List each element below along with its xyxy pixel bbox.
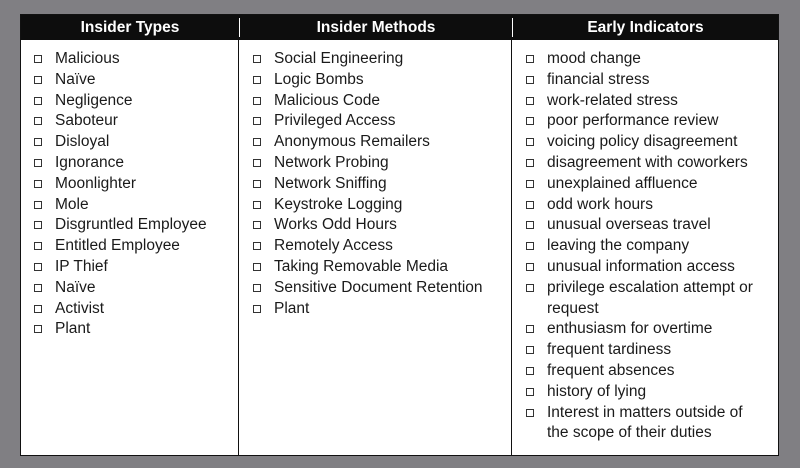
checkbox-icon [253,201,261,209]
list-item-label: frequent absences [547,361,675,379]
list-item [253,174,508,195]
list-item-label: Plant [274,299,310,317]
list-item [34,111,234,132]
checkbox-icon [526,76,534,84]
list-item [34,91,234,112]
list-item-label: history of lying [547,382,647,400]
list-item [34,70,234,91]
checkbox-icon [526,409,534,417]
list-item-label: Social Engineering [274,50,404,67]
list-item [34,195,234,216]
list-item-label: Anonymous Remailers [274,133,430,151]
checkbox-icon [526,346,534,354]
checkbox-icon [526,242,534,250]
list-item-label: Taking Removable Media [274,257,449,275]
list-item [526,195,764,216]
list-item-label: Activist [55,299,105,317]
column-divider [238,40,239,455]
list-item [34,132,234,153]
list-item [526,257,764,278]
list-item-label: Logic Bombs [274,70,364,88]
checkbox-icon [526,325,534,333]
checkbox-icon [526,263,534,271]
list-item-label: Naïve [55,70,96,88]
list-item-label: Interest in matters outside of the scope of their duties [547,403,743,442]
checkbox-icon [253,180,261,188]
list-item [526,174,764,195]
early-indicators-list [526,49,764,444]
list-item-label: voicing policy disagreement [547,133,738,151]
list-item-label: leaving the company [547,237,690,255]
insider-methods-list [253,49,508,319]
checkbox-icon [34,180,42,188]
list-item-label: Keystroke Logging [274,195,403,213]
checkbox-icon [526,138,534,146]
checkbox-icon [526,55,534,63]
list-item-label: Moonlighter [55,174,136,192]
checkbox-icon [34,325,42,333]
checkbox-icon [34,159,42,167]
list-item-label: unusual information access [547,257,735,275]
list-item-label: unexplained affluence [547,174,698,192]
list-item-label: Ignorance [55,153,124,171]
checkbox-icon [526,284,534,292]
list-item [253,91,508,112]
checkbox-icon [253,55,261,63]
list-item-label: Mole [55,195,89,213]
checkbox-icon [253,117,261,125]
list-item [526,132,764,153]
insider-threat-table [20,14,779,456]
checkbox-icon [34,242,42,250]
list-item [34,215,234,236]
list-item-label: Disloyal [55,133,110,151]
column-divider [511,40,512,455]
list-item-label: Saboteur [55,112,118,130]
list-item-label: Negligence [55,91,133,109]
checkbox-icon [34,201,42,209]
list-item-label: Entitled Employee [55,237,180,255]
list-item-label: poor performance review [547,112,719,130]
list-item [253,215,508,236]
checkbox-icon [253,263,261,271]
list-item [34,236,234,257]
list-item [34,278,234,299]
checkbox-icon [34,117,42,125]
list-item-label: Malicious [55,50,120,67]
insider-types-column [34,49,234,340]
list-item [526,361,764,382]
list-item [34,257,234,278]
list-item-label: Works Odd Hours [274,216,397,234]
list-item-label: privilege escalation attempt or request [547,278,753,317]
list-item-label: mood change [547,50,641,67]
list-item [526,111,764,132]
list-item [253,111,508,132]
checkbox-icon [34,76,42,84]
checkbox-icon [34,97,42,105]
heading-early-indicators: Early Indicators [587,19,704,36]
checkbox-icon [253,242,261,250]
list-item [526,278,764,320]
table-header [21,15,778,40]
list-item-label: Privileged Access [274,112,396,130]
checkbox-icon [253,138,261,146]
list-item [253,278,508,299]
list-item-label: Sensitive Document Retention [274,278,483,296]
list-item-label: enthusiasm for overtime [547,320,713,338]
list-item-label: Remotely Access [274,237,393,255]
list-item [526,70,764,91]
checkbox-icon [253,76,261,84]
checkbox-icon [34,284,42,292]
list-item-label: Plant [55,320,91,338]
list-item [34,153,234,174]
list-item-label: frequent tardiness [547,341,672,359]
list-item [253,70,508,91]
list-item-label: Network Probing [274,153,389,171]
list-item [34,319,234,340]
checkbox-icon [34,305,42,313]
list-item [526,91,764,112]
checkbox-icon [34,138,42,146]
list-item [34,49,234,70]
list-item-label: IP Thief [55,257,108,275]
list-item [526,215,764,236]
list-item-label: work-related stress [547,91,678,109]
list-item [253,236,508,257]
checkbox-icon [526,180,534,188]
checkbox-icon [253,284,261,292]
heading-insider-methods: Insider Methods [316,19,436,36]
early-indicators-column [526,49,764,444]
list-item [526,153,764,174]
list-item-label: Malicious Code [274,91,380,109]
list-item [253,195,508,216]
checkbox-icon [34,55,42,63]
list-item [526,403,764,445]
checkbox-icon [526,97,534,105]
list-item [526,319,764,340]
checkbox-icon [526,117,534,125]
checkbox-icon [253,221,261,229]
list-item [253,299,508,320]
checkbox-icon [526,388,534,396]
insider-methods-column [253,49,508,319]
list-item [34,299,234,320]
list-item [526,382,764,403]
list-item-label: disagreement with coworkers [547,153,748,171]
checkbox-icon [526,201,534,209]
heading-insider-types: Insider Types [80,19,180,36]
list-item-label: unusual overseas travel [547,216,711,234]
list-item-label: Network Sniffing [274,174,387,192]
list-item [253,257,508,278]
insider-types-list [34,49,234,340]
list-item-label: Naïve [55,278,96,296]
checkbox-icon [253,159,261,167]
checkbox-icon [34,221,42,229]
checkbox-icon [526,367,534,375]
checkbox-icon [526,159,534,167]
checkbox-icon [526,221,534,229]
list-item-label: odd work hours [547,195,653,213]
list-item [526,49,764,70]
list-item [253,132,508,153]
list-item [253,49,508,70]
list-item [526,236,764,257]
list-item [526,340,764,361]
checkbox-icon [34,263,42,271]
list-item [34,174,234,195]
list-item-label: Disgruntled Employee [55,216,207,234]
checkbox-icon [253,97,261,105]
checkbox-icon [253,305,261,313]
list-item [253,153,508,174]
list-item-label: financial stress [547,70,650,88]
